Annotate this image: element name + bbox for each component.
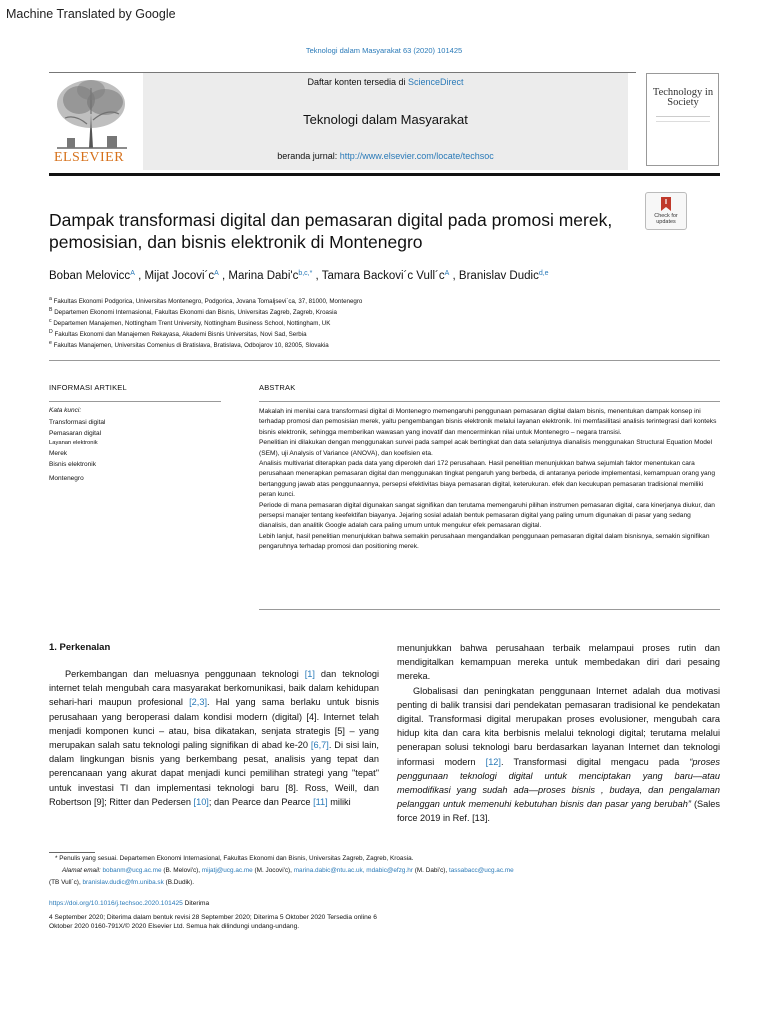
abstract-rule	[259, 401, 720, 402]
copyright-notice: Oktober 2020 0160-791X/© 2020 Elsevier Ltd. Semua hak dilindungi undang-undang.	[49, 923, 300, 930]
article-title: Dampak transformasi digital dan pemasaran digital pada promosi merek, pemosisian, dan bisnis elektronik di Montenegro	[49, 210, 613, 252]
citation-link[interactable]: [1]	[304, 669, 315, 679]
author-affiliation-mark[interactable]: d,e	[538, 270, 549, 277]
citation-link[interactable]: [10]	[193, 796, 209, 807]
abstract-paragraph: Analisis multivariat diterapkan pada data yang diperoleh dari 172 perusahaan. Hasil penelitian menunjukkan bahwa sejumlah faktor menentukan cara perusahaan menerapkan pemasaran digital dan menggunakan tingkat pengaruh yang berbeda, di antaranya periode implementasi, kemampuan orang yang bertanggung jawab atas penggunaannya, persepsi efektivitas biaya pemasaran digital, keterukuran. efek dan kecukupan pemasaran tradisional memiliki peran kunci.	[259, 460, 716, 499]
intro-left-column	[49, 667, 379, 809]
abstract-paragraph: Makalah ini menilai cara transformasi digital di Montenegro memengaruhi penggunaan pemasaran digital dalam bisnis, menentukan dampak konsep ini terhadap promosi dan pemosisian merek, yaitu pengembangan bisnis elektronik melalui layanan elektronik. Ini memfasilitasi analisis terintegrasi dari konteks bisnis elektronik, sehingga memberikan wawasan yang inovatif dan mencerminkan nilai untuk Montenegro – negara transisi.	[259, 408, 717, 436]
email-link[interactable]: marina.dabic@ntu.ac.uk, mdabic@efzg.hr	[293, 867, 413, 874]
intro-paragraph: Perkembangan dan meluasnya penggunaan teknologi [1] dan teknologi internet telah mengubah cara masyarakat berkomunikasi, baik dalam kehidupan sehari-hari maupun profesional [2,3]. Hal yang sama berlaku untuk bisnis perusahaan yang beroperasi dalam kondisi modern (digital) [4]. Internet telah menjadi komponen kunci – atau, bisa dikatakan, senjata strategis [5] – yang merupakan salah satu teknologi paling signifikan di abad ke-20 [6,7]. Di sisi lain, dalam lingkungan bisnis yang berkembang pesat, analisis yang tepat dan perencanaan yang akurat dapat menjadi kunci pemilihan strategi yang "tepat" untuk investasi TI dan implementasi teknologi baru [8]. Ross, Weill, dan Robertson [9]; Ritter dan Pedersen [10]; dan Pearce dan Pearce [11] miliki	[49, 669, 379, 807]
article-info-rule	[49, 401, 221, 402]
intro-paragraph: Globalisasi dan peningkatan penggunaan Internet adalah dua motivasi penting di balik transisi dari pendekatan pemasaran tradisional ke pendekatan digital. Transformasi digital merupakan proses evolusioner, mengubah cara hidup kita dan cara kita berbisnis melalui teknologi digital; terutama melalui penerapan solusi teknologi baru berdasarkan layanan Internet dan teknologi informasi modern [12]. Transformasi digital mengacu pada “proses penggunaan teknologi digital untuk menciptakan yang baru—atau memodifikasi yang sudah ada—proses bisnis , budaya, dan pengalaman pelanggan untuk memenuhi kebutuhan bisnis dan pasar yang berubah” (Sales force 2019 in Ref. [13].	[397, 685, 721, 824]
author-list	[49, 266, 689, 284]
citation-link[interactable]: [11]	[313, 796, 328, 807]
cover-title: Technology in Society	[652, 87, 714, 108]
email-link[interactable]: mijatj@ucg.ac.me	[201, 867, 253, 874]
keywords-label: Kata kunci:	[49, 407, 82, 414]
bookmark-icon	[660, 196, 672, 212]
author-name[interactable]: , Marina Dabi'c	[221, 270, 299, 282]
check-for-updates-label: Check for updates	[654, 213, 678, 225]
keyword: Transformasi digital	[49, 419, 106, 426]
email-link[interactable]: tassabacc@ucg.ac.me	[448, 867, 514, 874]
journal-name: Teknologi dalam Masyarakat	[303, 112, 468, 127]
keyword: Pemasaran digital	[49, 430, 102, 437]
abstract-body	[259, 407, 720, 553]
author-name[interactable]: , Tamara Backovi´c Vull´c	[315, 270, 445, 282]
keyword: Merek	[49, 450, 68, 457]
abstract-heading: ABSTRAK	[259, 383, 296, 392]
abstract-paragraph: Lebih lanjut, hasil penelitian menunjukkan bahwa semakin perusahaan mengandalkan penggunaan pemasaran digital dalam bisnisnya, semakin signifikan pengaruhnya terhadap promosi dan positioning merek.	[259, 532, 710, 551]
journal-homepage: beranda jurnal: http://www.elsevier.com/locate/techsoc	[277, 151, 494, 161]
sciencedirect-link[interactable]: ScienceDirect	[408, 77, 464, 87]
cover-line	[656, 121, 710, 122]
email-link[interactable]: bobanm@ucg.ac.me	[100, 867, 162, 874]
intro-right-column	[397, 641, 720, 826]
affiliation: $^B$ Departemen Ekonomi Internasional, Fakultas Ekonomi dan Bisnis, Universitas Zagreb, Zagreb, Kroasia	[49, 307, 337, 317]
citation-link[interactable]: [12]	[485, 756, 501, 767]
email-addresses-continued: (TB Vull´c), branislav.dudic@fm.uniba.sk (B.Dudik).	[49, 879, 195, 886]
article-dates: 4 September 2020; Diterima dalam bentuk revisi 28 September 2020; Diterima 5 Oktober 2020 Tersedia online 6	[49, 914, 377, 921]
affiliation: $^c$ Departemen Manajemen, Nottingham Trent University, Nottingham Business School, Nottingham, UK	[49, 318, 331, 328]
affiliation: $^e$ Fakultas Manajemen, Universitas Comenius di Bratislava, Bratislava, Odbojarov 10, 82005, Slovakia	[49, 340, 329, 350]
doi-line: https://doi.org/10.1016/j.techsoc.2020.101425 Diterima	[49, 900, 210, 907]
section-heading-introduction: 1. Perkenalan	[49, 642, 111, 653]
homepage-link[interactable]: http://www.elsevier.com/locate/techsoc	[339, 151, 494, 161]
cover-line	[656, 116, 710, 117]
footnote-rule	[49, 852, 95, 853]
author-name[interactable]: Boban Melovicc	[49, 270, 131, 282]
email-addresses: Alamat email: bobanm@ucg.ac.me (B. Melovi'c), mijatj@ucg.ac.me (M. Jocovi'c), marina.dabic@ntu.ac.uk, mdabic@efzg.hr (M. Dabi'c), tassabacc@ucg.ac.me	[62, 867, 514, 874]
citation-link[interactable]: [6,7]	[310, 740, 329, 751]
corresponding-author-note: * Penulis yang sesuai. Departemen Ekonomi Internasional, Fakultas Ekonomi dan Bisnis, Universitas Zagreb, Zagreb, Kroasia.	[55, 855, 414, 862]
header-bottom-rule	[49, 173, 720, 176]
article-info-heading: INFORMASI ARTIKEL	[49, 383, 127, 392]
keyword: Layanan elektronik	[49, 440, 98, 446]
affiliation: $^a$ Fakultas Ekonomi Podgorica, Universitas Montenegro, Podgorica, Jovana Tomaljsevi´ca, 37, 81000, Montenegro	[49, 296, 363, 306]
machine-translation-banner: Machine Translated by Google	[6, 7, 176, 21]
author-name[interactable]: , Mijat Jocovi´c	[138, 270, 215, 282]
abstract-paragraph: Periode di mana pemasaran digital digunakan sangat signifikan dan terutama memengaruhi pilihan instrumen pemasaran digital, cara kinerjanya diukur, dan persepsi manajer tentang keefektifan biayanya. Jejaring sosial adalah bentuk pemasaran digital yang paling umum digunakan di pasar yang sedang dianalisis, dan analitik Google adalah cara paling umum untuk mengukur efek pemasaran digital.	[259, 501, 715, 530]
citation-link[interactable]: [2,3]	[189, 697, 208, 708]
author-affiliation-mark[interactable]: b,c,*	[298, 270, 313, 277]
affiliation: $^D$ Fakultas Ekonomi dan Manajemen Rekayasa, Akademi Bisnis Universitas, Novi Sad, Serbia	[49, 329, 307, 339]
author-name[interactable]: , Branislav Dudic	[452, 270, 539, 282]
keyword: Bisnis elektronik	[49, 461, 96, 468]
author-affiliation-mark[interactable]: A	[214, 270, 219, 277]
author-affiliation-mark[interactable]: A	[130, 270, 135, 277]
doi-link[interactable]: https://doi.org/10.1016/j.techsoc.2020.101425	[49, 900, 183, 907]
publisher-wordmark: ELSEVIER	[53, 150, 125, 165]
email-link[interactable]: branislav.dudic@fm.uniba.sk	[82, 879, 164, 886]
section-divider	[49, 360, 720, 361]
abstract-bottom-rule	[259, 609, 720, 610]
contents-availability: Daftar konten tersedia di ScienceDirect	[307, 77, 464, 87]
keyword: Montenegro	[49, 475, 84, 482]
abstract-paragraph: Penelitian ini dilakukan dengan menggunakan survei pada sampel acak bertingkat dan data selanjutnya dianalisis menggunakan Structural Equation Model (SEM), uji Analysis of Variance (ANOVA), dan koefisien eta.	[259, 439, 713, 457]
author-affiliation-mark[interactable]: A	[444, 270, 450, 277]
journal-reference[interactable]: Teknologi dalam Masyarakat 63 (2020) 101425	[305, 46, 463, 55]
intro-paragraph: menunjukkan bahwa perusahaan terbaik melampaui proses rutin dan mendigitalkan kemampuan mereka untuk membedakan diri dari pesaing mereka.	[397, 643, 720, 682]
